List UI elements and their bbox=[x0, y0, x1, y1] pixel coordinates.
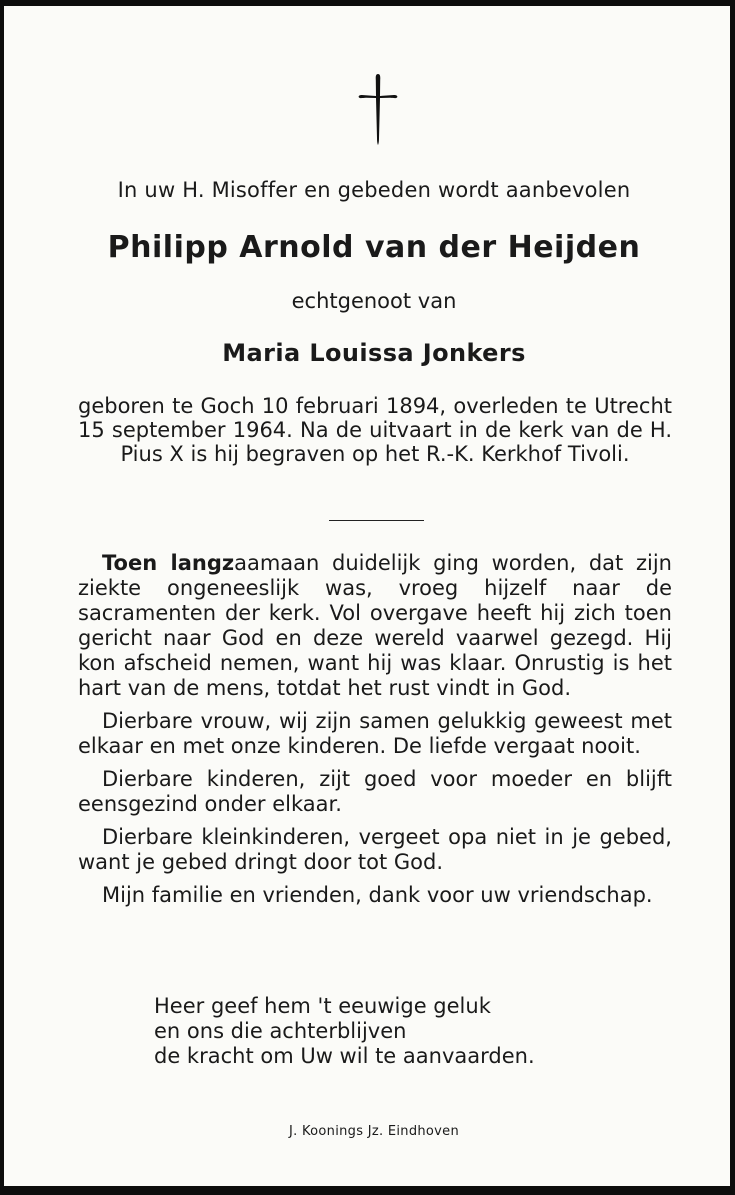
paragraph-5: Mijn familie en vrienden, dank voor uw vriendschap. bbox=[102, 883, 653, 907]
paragraph-1-rest: aamaan duidelijk ging worden, dat zijn ziekte ongeneeslijk was, vroeg hijzelf naar de sacramenten der kerk. Vol overgave heeft hij zich toen gericht naar God en deze wereld vaarwel gezegd. Hij kon afscheid nemen, want hij was klaar. Onrustig is het hart van de mens, totdat het rust vindt in God. bbox=[78, 551, 672, 700]
paragraph-1 bbox=[78, 551, 672, 701]
paragraph-1-lead: Toen langz bbox=[102, 551, 235, 575]
memorial-card bbox=[4, 6, 730, 1186]
paragraph-2: Dierbare vrouw, wij zijn samen gelukkig geweest met elkaar en met onze kinderen. De liefde vergaat nooit. bbox=[78, 709, 672, 758]
relation-text: echtgenoot van bbox=[291, 289, 457, 313]
prayer-line: Heer geef hem 't eeuwige geluk bbox=[154, 994, 491, 1018]
paragraph-4: Dierbare kleinkinderen, vergeet opa niet in je gebed, want je gebed dringt door tot God. bbox=[78, 825, 672, 874]
prayer-line: de kracht om Uw wil te aanvaarden. bbox=[154, 1044, 535, 1068]
cross-icon bbox=[354, 72, 402, 148]
spouse-name: Maria Louissa Jonkers bbox=[222, 339, 526, 367]
intro-line: In uw H. Misoffer en gebeden wordt aanbevolen bbox=[117, 178, 631, 202]
prayer-line: en ons die achterblijven bbox=[154, 1019, 407, 1043]
printer-imprint: J. Koonings Jz. Eindhoven bbox=[289, 1124, 459, 1139]
divider bbox=[329, 520, 424, 521]
closing-prayer bbox=[154, 994, 674, 1069]
paragraph-3: Dierbare kinderen, zijt goed voor moeder en blijft eensgezind onder elkaar. bbox=[78, 767, 672, 816]
biography: geboren te Goch 10 februari 1894, overleden te Utrecht 15 september 1964. Na de uitvaart in de kerk van de H. Pius X is hij begraven op het R.-K. Kerkhof Tivoli. bbox=[78, 394, 672, 466]
memorial-text bbox=[78, 551, 672, 916]
deceased-name: Philipp Arnold van der Heijden bbox=[107, 230, 641, 265]
